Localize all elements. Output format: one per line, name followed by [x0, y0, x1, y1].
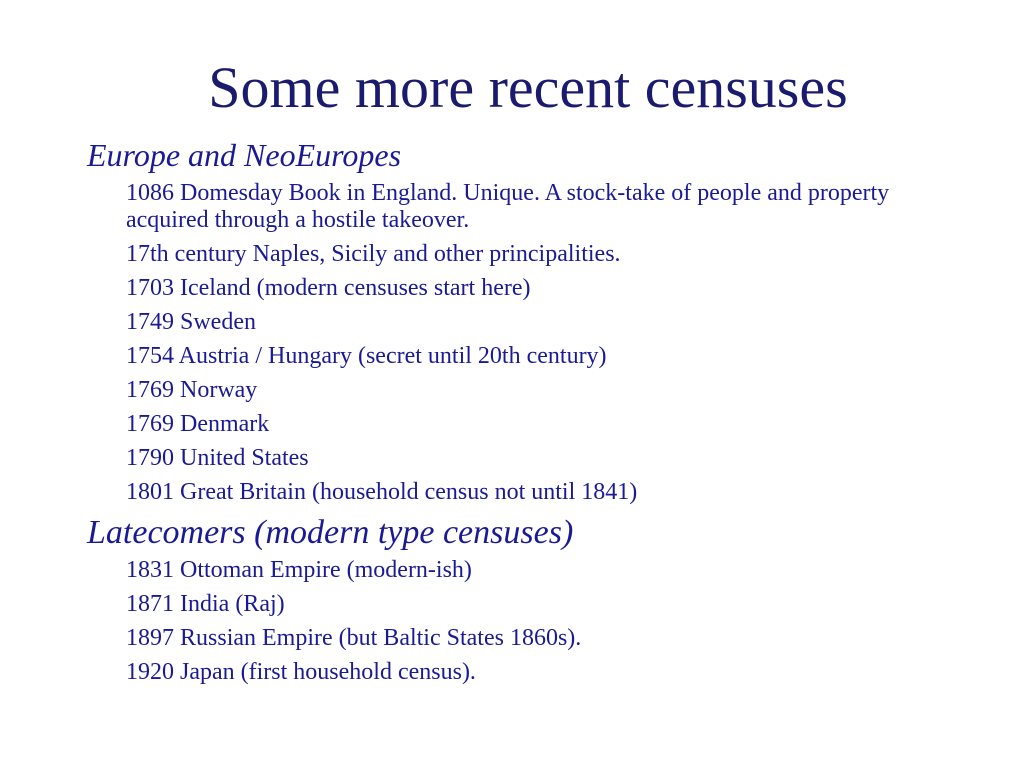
list-item: 1703 Iceland (modern censuses start here) [126, 275, 531, 301]
list-item: 1897 Russian Empire (but Baltic States 1860s). [126, 625, 582, 651]
list-item: 1754 Austria / Hungary (secret until 20th century) [126, 343, 607, 369]
list-item: 1769 Denmark [126, 411, 270, 437]
slide-content [87, 136, 957, 693]
slide-title: Some more recent censuses [208, 55, 848, 120]
europe-census-list [87, 180, 957, 506]
latecomers-census-list [87, 557, 957, 686]
list-item: 1086 Domesday Book in England. Unique. A stock-take of people and property acquired through a hostile takeover. [126, 180, 890, 233]
list-item: 1831 Ottoman Empire (modern-ish) [126, 557, 472, 583]
list-item: 1749 Sweden [126, 309, 256, 335]
list-item: 1871 India (Raj) [126, 591, 285, 617]
section-heading-latecomers: Latecomers (modern type censuses) [87, 514, 574, 551]
list-item: 1769 Norway [126, 377, 258, 403]
list-item: 1790 United States [126, 445, 309, 471]
list-item: 1920 Japan (first household census). [126, 659, 476, 685]
list-item: 17th century Naples, Sicily and other principalities. [126, 241, 621, 267]
list-item: 1801 Great Britain (household census not until 1841) [126, 479, 638, 505]
section-heading-europe: Europe and NeoEuropes [87, 137, 402, 173]
